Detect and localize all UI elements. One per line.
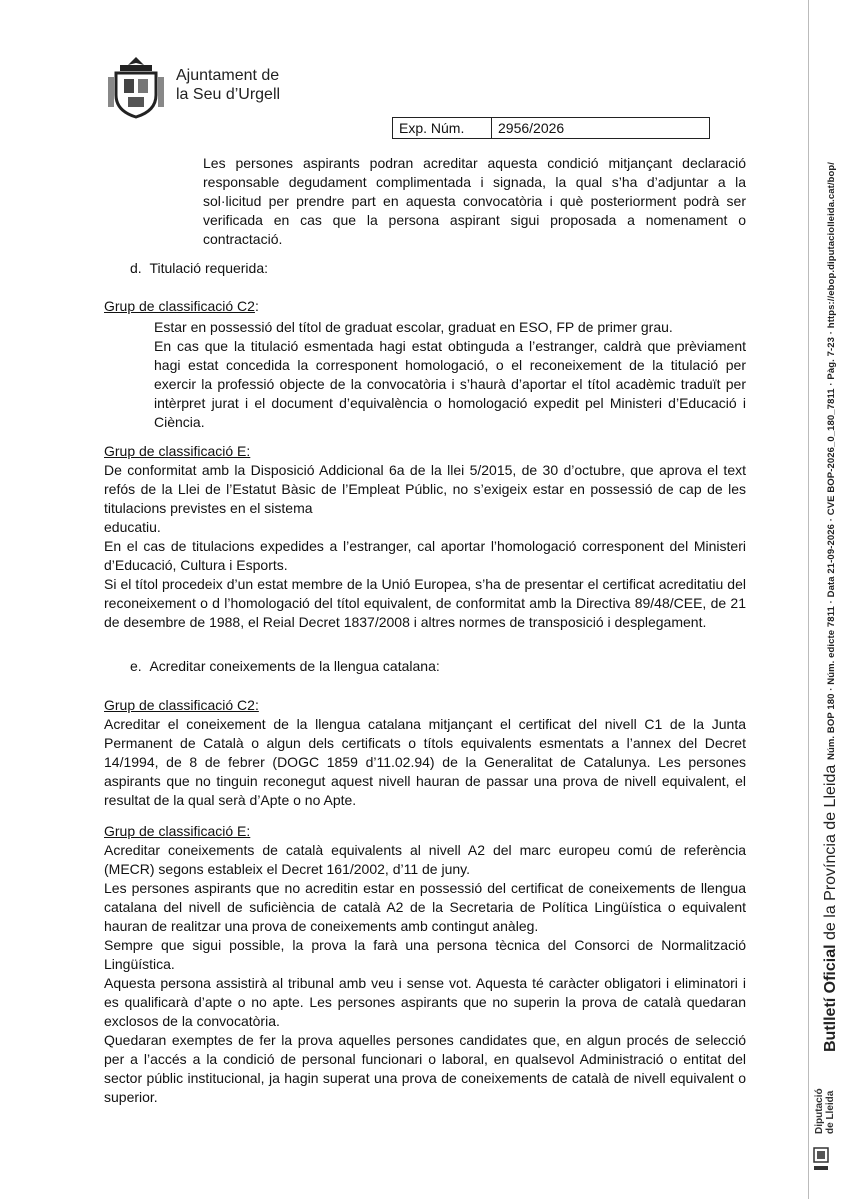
city-coat-of-arms-logo — [106, 55, 166, 119]
group-c2-text: Estar en possessió del títol de graduat escolar, graduat en ESO, FP de primer grau. En cas que la titulació esmentada hagi estat obtinguda a l’estranger, caldrà que prèviament hagi estat concedida la corresponent homologació, o el reconeixement de la titulació per exercir la professió objecte de la convocatòria i s’haurà d’aportar el títol acadèmic traduït per intèrpret jurat i el document d’equivalència o homologació expedit pel Ministeri d’Educació i Ciència. — [154, 319, 746, 430]
group-e-section: Grup de classificació E: De conformitat amb la Disposició Addicional 6a de la llei 5/2015, de 30 d’octubre, que aprova el text refós de la Llei de l’Estatut Bàsic de l’Empleat Públic, no s’exigeix estar en possessió de cap de les titulacions previstes en el sistema educatiu. En el cas de titulacions expedides a l’estranger, cal aportar l’homologació corresponent del Ministeri d’Educació, Cultura i Esports. Si el títol procedeix d’un estat membre de la Unió Europea, s’ha de presentar el certificat acreditatiu del reconeixement o d l’homologació del títol equivalent, de conformitat amb la Directiva 89/48/CEE, de 21 de desembre de 1988, el Reial Decret 1837/2008 i altres normes de transposició i desplegament. — [104, 443, 746, 630]
section-e-heading: e. Acreditar coneixements de la llengua catalana: — [130, 658, 440, 674]
expedient-value: 2956/2026 — [498, 120, 565, 136]
section-d-heading: d. Titulació requerida: — [130, 260, 268, 276]
diputacio-logo-icon — [812, 1146, 830, 1190]
bulletin-metadata: Núm. BOP 180 · Núm. edicte 7811 · Data 21-09-2026 · CVE BOP-2026_0_180_7811 · Pàg. 7-23 · https://ebop.diputaciolleida.cat/bop/ — [826, 161, 837, 760]
group-c2b-section: Grup de classificació C2: Acreditar el coneixement de la llengua catalana mitjançant el certificat del nivell C1 de la Junta Permanent de Català o algun dels certificats o títols equivalents esmentats a l’annex del Decret 14/1994, de 8 de febrer (DOGC 1859 d’11.02.94) de la Generalitat de Catalunya. Les persones aspirants que no tinguin reconegut aquest nivell hauran de passar una prova de nivell equivalent, el resultat de la qual serà d’Apte o no Apte. — [104, 697, 746, 808]
group-eb-heading: Grup de classificació E: — [104, 823, 251, 839]
expedient-number-box — [392, 117, 710, 139]
organization-name: Ajuntament de la Seu d’Urgell — [176, 67, 281, 103]
expedient-label: Exp. Núm. — [393, 118, 492, 138]
bulletin-title: Butlletí Oficial de la Província de Lleida — [822, 764, 839, 1052]
group-eb-section: Grup de classificació E: Acreditar coneixements de català equivalents al nivell A2 del marc europeu comú de referència (MECR) segons estableix el Decret 161/2002, d’11 de juny. Les persones aspirants que no acreditin estar en possessió del certificat de coneixements de llengua catalana del nivell de suficiència de català A2 de la Secretaria de Política Lingüística o equivalent hauran de realitzar una prova de coneixements amb contingut anàleg. Sempre que sigui possible, la prova la farà una persona tècnica del Consorci de Normalització Lingüística. Aquesta persona assistirà al tribunal amb veu i sense vot. Aquesta té caràcter obligatori i eliminatori i es qualificarà d’apte o no apte. Les persones aspirants que no superin la prova de català quedaran exclosos de la convocatòria. Quedaran exemptes de fer la prova aquelles persones candidates que, en algun procés de selecció per a l’accés a la condició de personal funcionari o laboral, en qualsevol Administració o entitat del sector públic institucional, ja hagin superat una prova de coneixements de català de nivell equivalent o superior. — [104, 823, 746, 1105]
group-c2-heading: Grup de classificació C2: — [104, 298, 259, 314]
intro-paragraph: Les persones aspirants podran acreditar aquesta condició mitjançant declaració responsable degudament complimentada i signada, la qual s’ha d’adjuntar a la sol·licitud per prendre part en aquesta convocatòria i què posteriorment podrà ser verificada en cas que la persona aspirant sigui proposada a nomenament o contractació. — [203, 155, 746, 247]
diputacio-label: Diputació de Lleida — [814, 1088, 836, 1134]
group-e-heading: Grup de classificació E: — [104, 443, 251, 459]
group-c2b-heading: Grup de classificació C2: — [104, 697, 259, 713]
